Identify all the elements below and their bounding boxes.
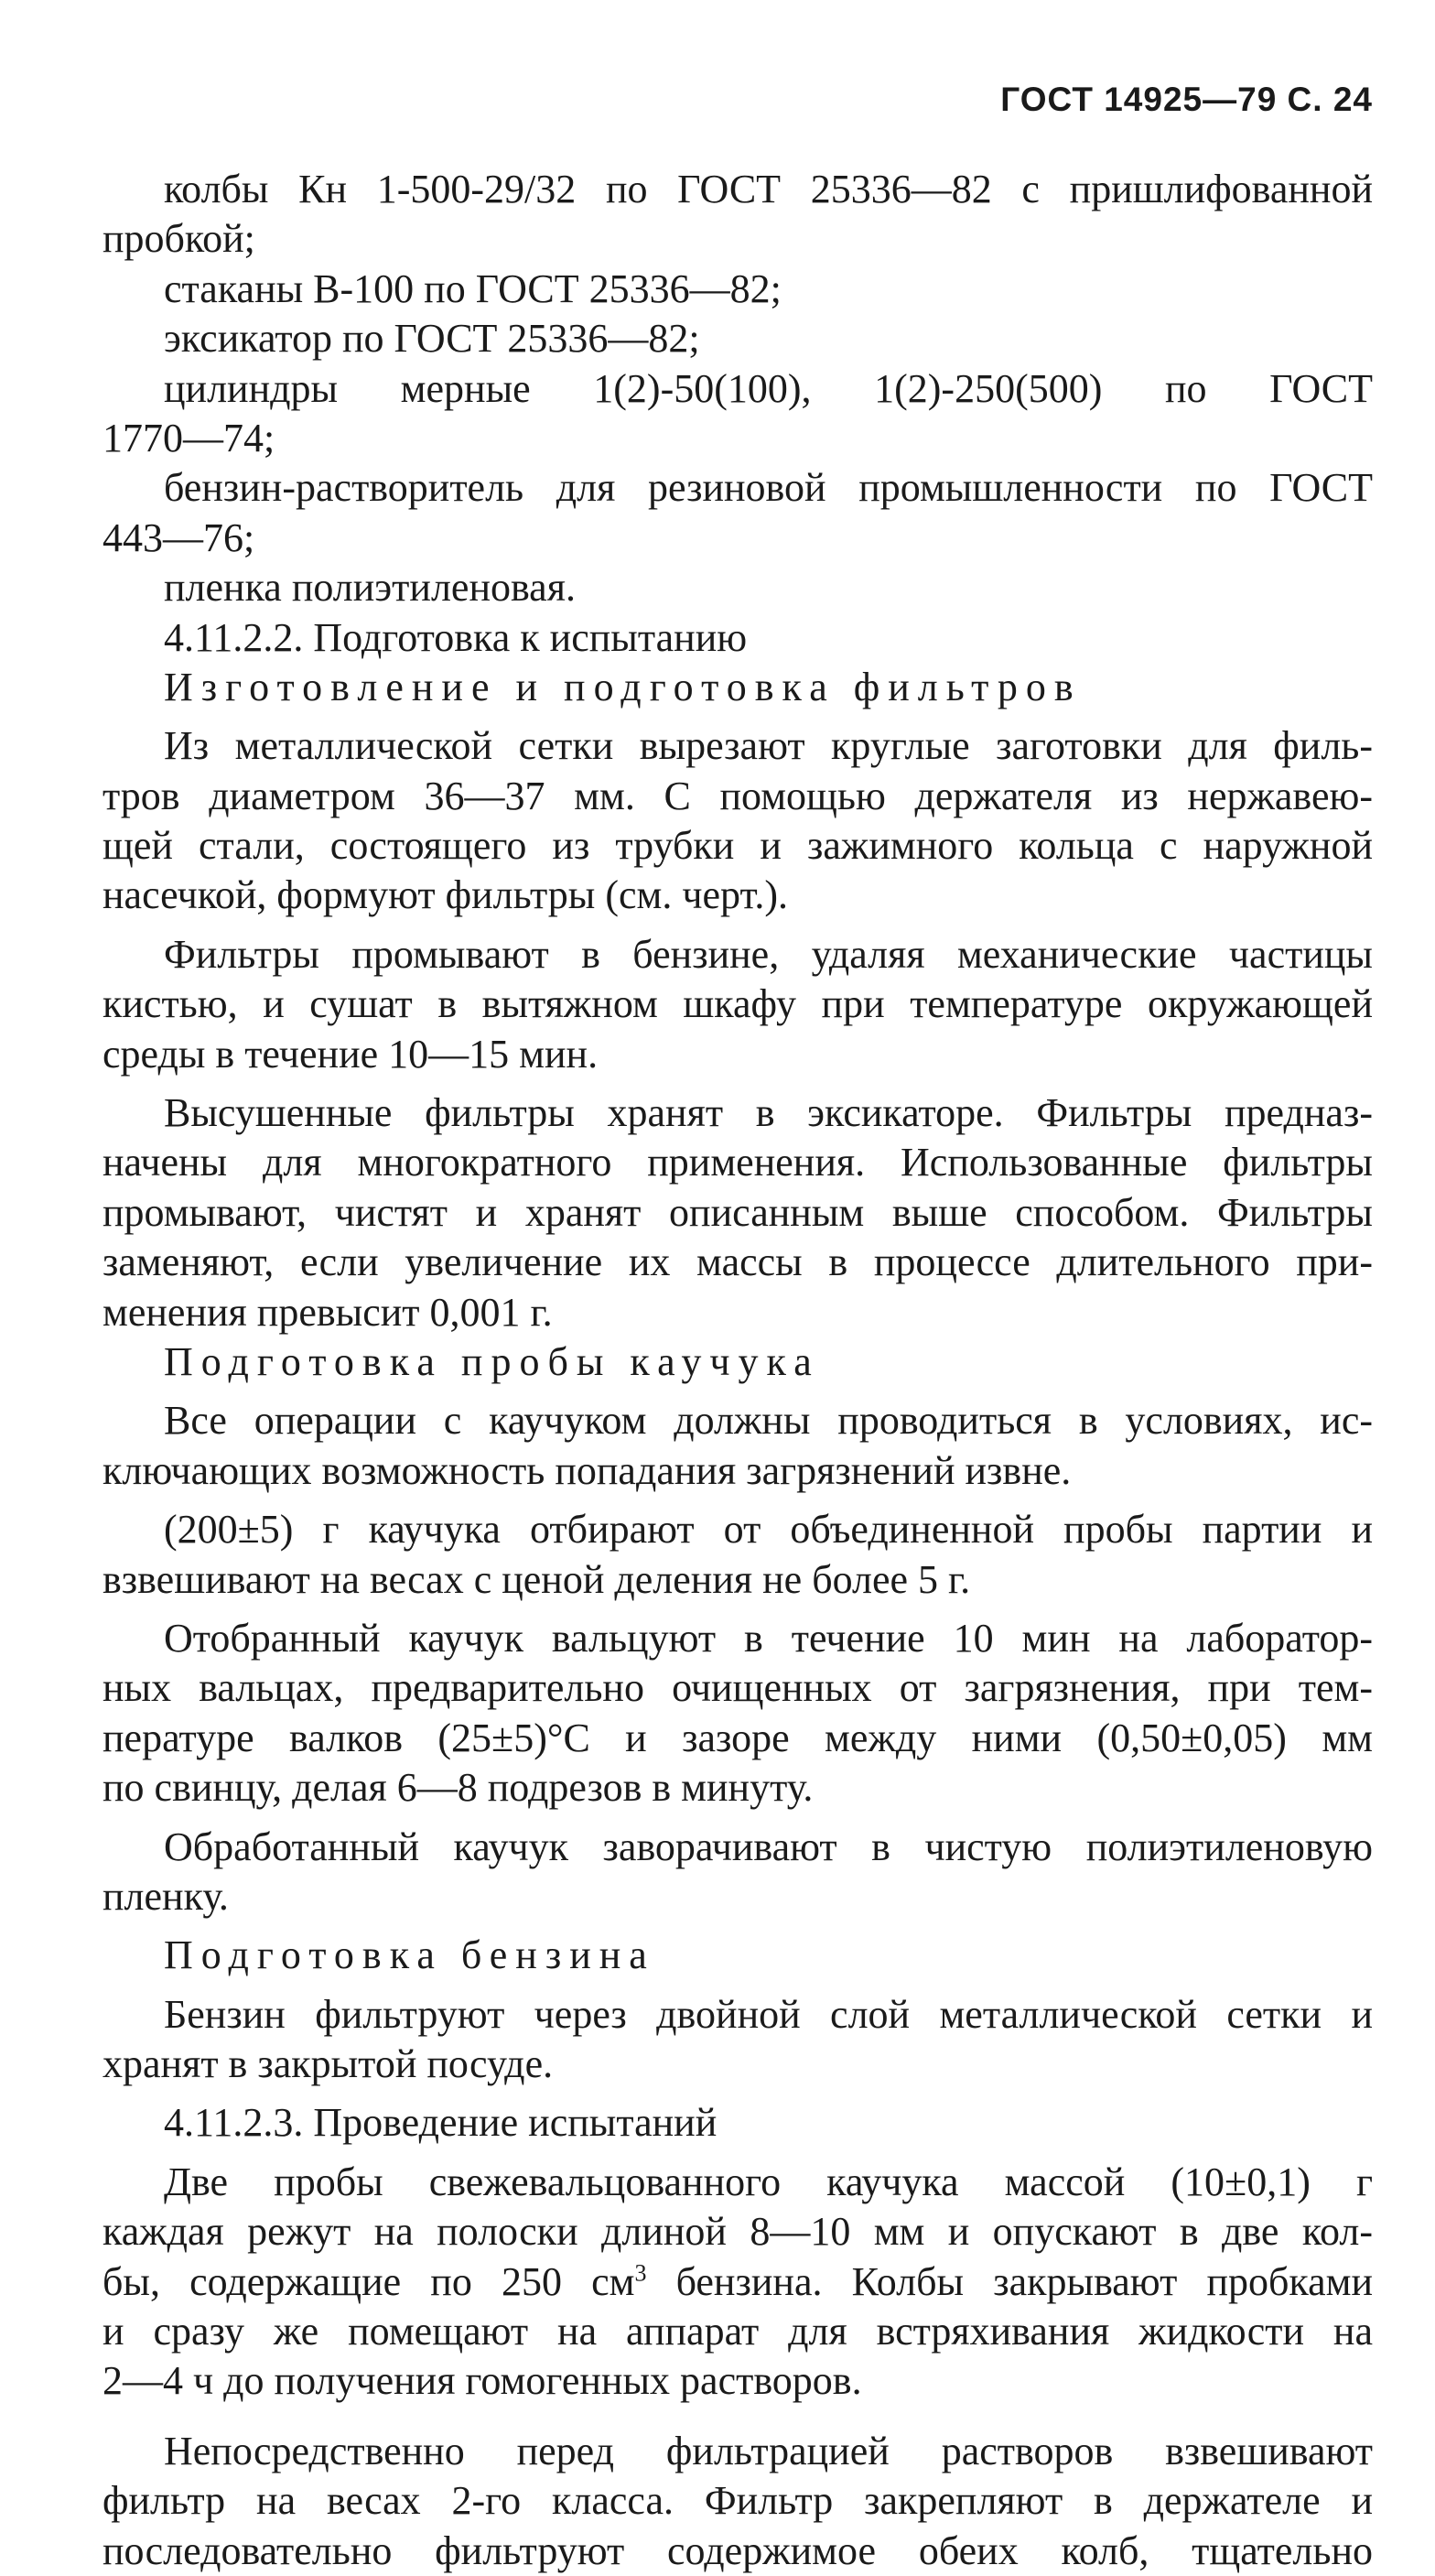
text-line: пробкой; bbox=[102, 216, 255, 262]
text-line: колбы Кн 1-500-29/32 по ГОСТ 25336—82 с пришлифованной bbox=[164, 167, 1373, 211]
text-line: (200±5) г каучука отбирают от объединенной пробы партии и bbox=[164, 1507, 1373, 1553]
superscript-3: 3 bbox=[634, 2258, 647, 2286]
text-line: каждая режут на полоски длиной 8—10 мм и опускают в две кол- bbox=[102, 2209, 1373, 2255]
subheading-gasoline: Подготовка бензина bbox=[164, 1932, 655, 1978]
text-line: тров диаметром 36—37 мм. С помощью держателя из нержавею- bbox=[102, 773, 1373, 818]
text-line: менения превысит 0,001 г. bbox=[102, 1289, 553, 1335]
text-line: Непосредственно перед фильтрацией растворов взвешивают bbox=[164, 2428, 1373, 2473]
text-line: промывают, чистят и хранят описанным выше способом. Фильтры bbox=[102, 1189, 1373, 1235]
body-text bbox=[102, 165, 1373, 2576]
text-line: бы, содержащие по 250 $см^3$ бензина. Колбы закрывают пробками bbox=[102, 2258, 1373, 2304]
text-line: фильтр на весах 2-го класса. Фильтр закрепляют в держателе и bbox=[102, 2478, 1373, 2524]
text-line: пленка полиэтиленовая. bbox=[164, 565, 576, 611]
text-line: ных вальцах, предварительно очищенных от загрязнения, при тем- bbox=[102, 1665, 1373, 1711]
text-line: Бензин фильтруют через двойной слой металлической сетки и bbox=[164, 1991, 1373, 2037]
text-line: цилиндры мерные 1(2)-50(100), 1(2)-250(500) по ГОСТ bbox=[164, 365, 1373, 411]
text-line: хранят в закрытой посуде. bbox=[102, 2041, 554, 2087]
text-line: взвешивают на весах с ценой деления не более 5 г. bbox=[102, 1556, 971, 1602]
text-line: 1770—74; bbox=[102, 415, 275, 460]
text-line: насечкой, формуют фильтры (см. черт.). bbox=[102, 872, 789, 918]
text-line: и сразу же помещают на аппарат для встряхивания жидкости на bbox=[102, 2309, 1373, 2354]
text-line: Все операции с каучуком должны проводиться в условиях, ис- bbox=[164, 1398, 1373, 1444]
page-header: ГОСТ 14925—79 С. 24 bbox=[1000, 81, 1373, 118]
text-line: кистью, и сушат в вытяжном шкафу при температуре окружающей bbox=[102, 981, 1373, 1027]
text-line: бензин-растворитель для резиновой промышленности по ГОСТ bbox=[164, 465, 1373, 511]
text-line: заменяют, если увеличение их массы в процессе длительного при- bbox=[102, 1239, 1373, 1285]
section-number-heading: 4.11.2.3. Проведение испытаний bbox=[164, 2100, 718, 2146]
text-line: 443—76; bbox=[102, 514, 255, 560]
text-line: ключающих возможность попадания загрязнений извне. bbox=[102, 1447, 1072, 1493]
text-line: Из металлической сетки вырезают круглые заготовки для филь- bbox=[164, 723, 1373, 769]
text-line: Обработанный каучук заворачивают в чистую полиэтиленовую bbox=[164, 1824, 1373, 1869]
section-number-heading: 4.11.2.2. Подготовка к испытанию bbox=[164, 614, 748, 660]
text-line: последовательно фильтруют содержимое обеих колб, тщательно bbox=[102, 2527, 1373, 2573]
text-line: по свинцу, делая 6—8 подрезов в минуту. bbox=[102, 1765, 814, 1811]
subheading-filters: Изготовление и подготовка фильтров bbox=[164, 664, 1082, 709]
text-line: Высушенные фильтры хранят в эксикаторе. Фильтры предназ- bbox=[164, 1090, 1373, 1136]
text-line: среды в течение 10—15 мин. bbox=[102, 1031, 599, 1077]
document-page bbox=[102, 81, 1373, 2576]
text-line: начены для многократного применения. Использованные фильтры bbox=[102, 1140, 1373, 1185]
text-line: эксикатор по ГОСТ 25336—82; bbox=[164, 316, 700, 362]
text-line: Две пробы свежевальцованного каучука массой (10±0,1) г bbox=[164, 2159, 1373, 2204]
text-line: Отобранный каучук вальцуют в течение 10 мин на лаборатор- bbox=[164, 1615, 1373, 1661]
text-line: щей стали, состоящего из трубки и зажимного кольца с наружной bbox=[102, 823, 1373, 869]
text-line: стаканы В-100 по ГОСТ 25336—82; bbox=[164, 265, 782, 311]
text-line: пленку. bbox=[102, 1873, 229, 1919]
subheading-rubber-sample: Подготовка пробы каучука bbox=[164, 1338, 820, 1384]
text-line: Фильтры промывают в бензине, удаляя механические частицы bbox=[164, 931, 1373, 977]
text-line: 2—4 ч до получения гомогенных растворов. bbox=[102, 2358, 862, 2404]
text-line: пературе валков (25±5)°С и зазоре между ними (0,50±0,05) мм bbox=[102, 1715, 1373, 1760]
